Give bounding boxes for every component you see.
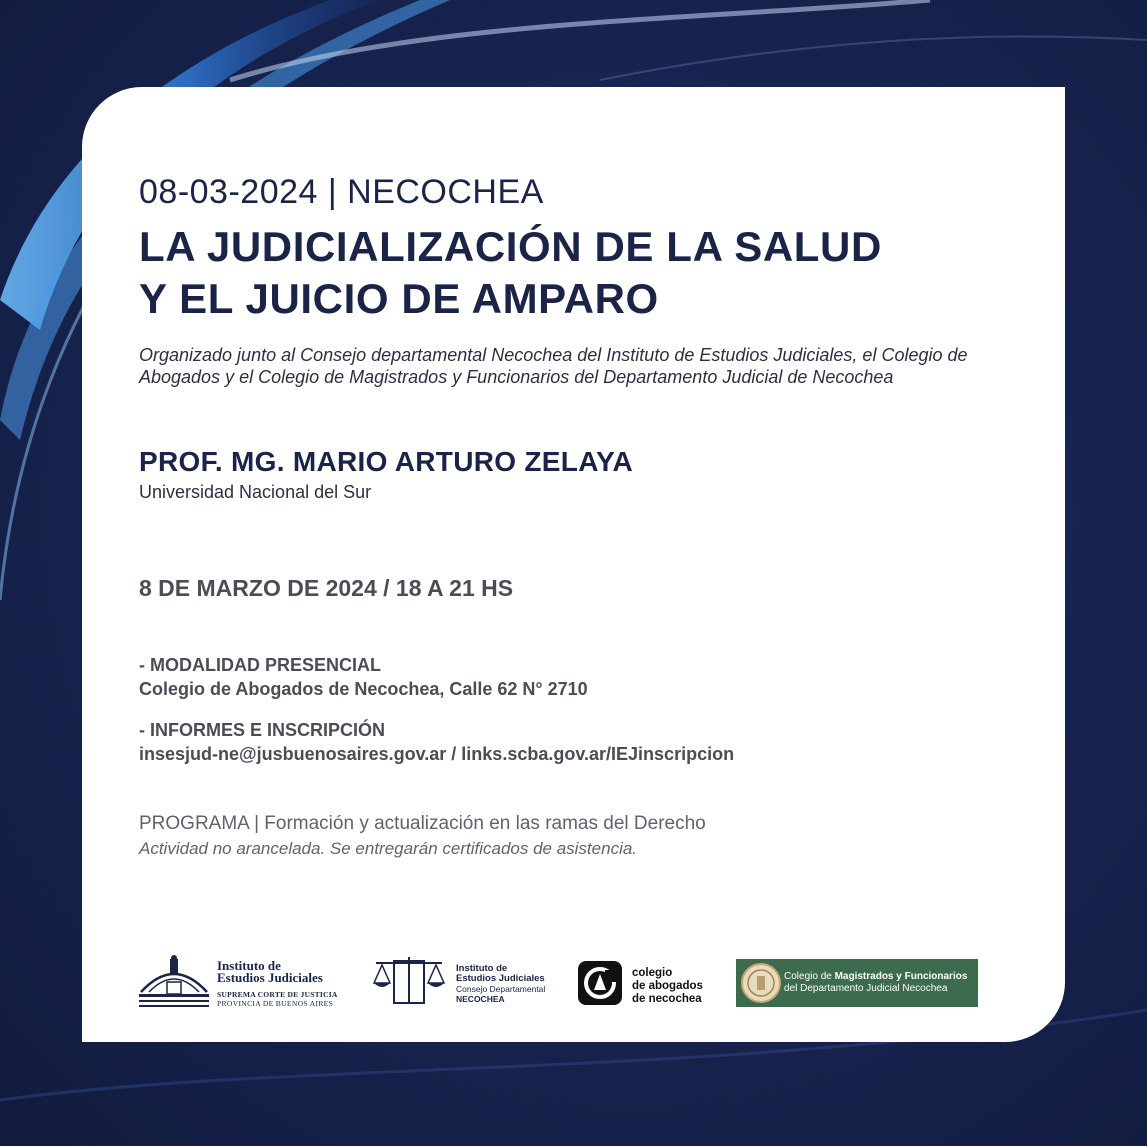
consejo-line-4: NECOCHEA (456, 994, 505, 1004)
abogados-line-3: de necochea (632, 993, 702, 1005)
speaker-name: PROF. MG. MARIO ARTURO ZELAYA (139, 446, 634, 477)
abogados-line-2: de abogados (632, 980, 703, 992)
magistrados-line-2: del Departamento Judicial Necochea (784, 983, 948, 994)
iej-logo (137, 952, 347, 1012)
modality-location: Colegio de Abogados de Necochea, Calle 62 N° 2710 (139, 679, 588, 699)
consejo-line-3: Consejo Departamental (456, 984, 546, 994)
colegio-magistrados-logo (736, 959, 978, 1007)
magistrados-prefix: Colegio de (784, 971, 835, 982)
title-line-1: LA JUDICIALIZACIÓN DE LA SALUD (139, 223, 882, 270)
magistrados-seal-icon (740, 962, 782, 1004)
colegio-abogados-logo (577, 952, 727, 1012)
scales-of-justice-icon (372, 955, 446, 1007)
magistrados-bold: Magistrados y Funcionarios (834, 971, 968, 982)
iej-line-3: SUPREMA CORTE DE JUSTICIA (217, 990, 338, 999)
consejo-line-2: Estudios Judiciales (456, 972, 545, 984)
speaker-affiliation: Universidad Nacional del Sur (139, 482, 372, 502)
modality-heading: - MODALIDAD PRESENCIAL (139, 655, 381, 675)
iej-line-4: PROVINCIA DE BUENOS AIRES (217, 999, 334, 1008)
consejo-necochea-logo (372, 952, 562, 1012)
courthouse-dome-icon (137, 954, 211, 1010)
abogados-emblem-icon (577, 960, 623, 1006)
info-heading: - INFORMES E INSCRIPCIÓN (139, 720, 386, 740)
iej-line-2: Estudios Judiciales (217, 970, 323, 985)
event-date-city: 08-03-2024 | NECOCHEA (139, 173, 544, 211)
iej-line-1: Instituto de (217, 958, 281, 973)
consejo-line-1: Instituto de (456, 963, 508, 974)
event-title (139, 221, 882, 325)
title-line-2: Y EL JUICIO DE AMPARO (139, 275, 659, 322)
certificate-note: Actividad no arancelada. Se entregarán certificados de asistencia. (139, 839, 638, 858)
event-schedule: 8 DE MARZO DE 2024 / 18 A 21 HS (139, 575, 514, 601)
event-card (82, 87, 1065, 1042)
program-text: PROGRAMA | Formación y actualización en las ramas del Derecho (139, 813, 706, 834)
organizers-text: Organizado junto al Consejo departamental Necochea del Instituto de Estudios Judiciales, el Colegio de Abogados y el Colegio de Magistrados y Funcionarios del Departamento Judicial de Necochea (139, 345, 968, 387)
info-contact-links[interactable]: insesjud-ne@jusbuenosaires.gov.ar / links.scba.gov.ar/IEJinscripcion (139, 744, 735, 764)
abogados-line-1: colegio (632, 967, 673, 979)
